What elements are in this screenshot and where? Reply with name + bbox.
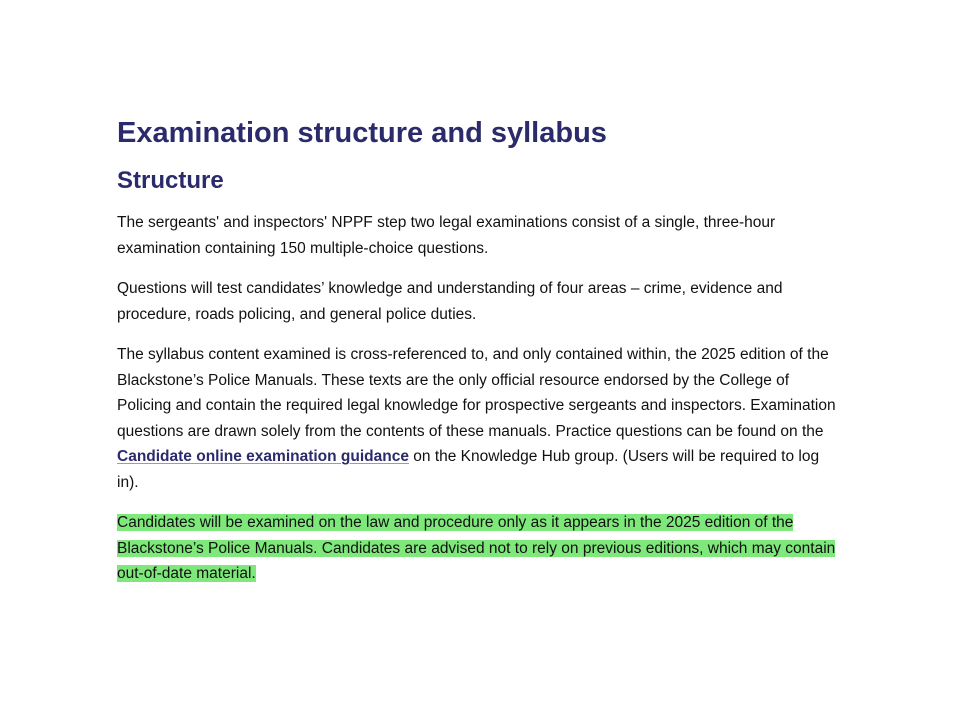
paragraph-syllabus: [117, 342, 837, 495]
paragraph-syllabus-tail: on the Knowledge Hub group. (Users will be required to log in).: [117, 448, 820, 491]
paragraph-exam-format: The sergeants' and inspectors' NPPF step two legal examinations consist of a single, three-hour examination containing 150 multiple-choice questions.: [117, 214, 776, 257]
section-heading-structure: Structure: [117, 167, 224, 194]
paragraph-syllabus-text: The syllabus content examined is cross-referenced to, and only contained within, the 2025 edition of the Blackstone’s Police Manuals. These texts are the only official resource endorsed by the College of Policing and contain the required legal knowledge for prospective sergeants and inspectors. Examination questions are drawn solely from the contents of these manuals. Practice questions can be found on the: [117, 346, 836, 440]
document-body: [117, 108, 837, 602]
candidate-guidance-link[interactable]: Candidate online examination guidance: [117, 448, 409, 465]
highlighted-notice: [117, 510, 837, 587]
page-title: Examination structure and syllabus: [117, 117, 607, 149]
paragraph-exam-areas: Questions will test candidates’ knowledge and understanding of four areas – crime, evidence and procedure, roads policing, and general police duties.: [117, 280, 783, 323]
highlighted-notice-text: Candidates will be examined on the law and procedure only as it appears in the 2025 edition of the Blackstone’s Police Manuals. Candidates are advised not to rely on previous editions, which may contain out-of-date material.: [117, 514, 836, 582]
